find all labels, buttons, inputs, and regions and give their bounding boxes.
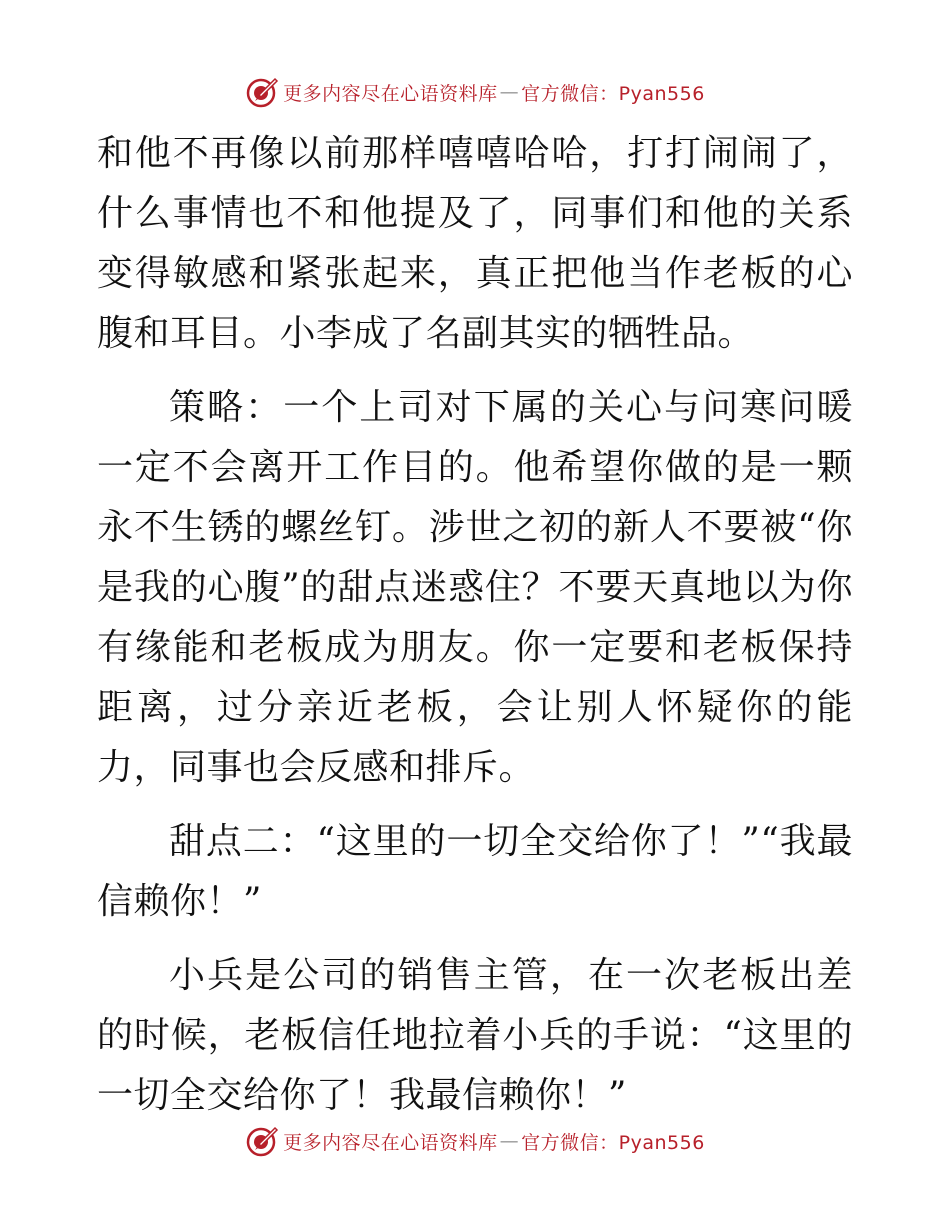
document-body [97,124,853,1140]
banner-dash: — [499,81,520,103]
banner-dash: — [499,1130,520,1152]
paragraph: 小兵是公司的销售主管，在一次老板出差的时候，老板信任地拉着小兵的手说：“这里的一切全交给你了！我最信赖你！” [97,955,853,1116]
pen-logo-icon [245,1124,279,1158]
footer-banner [0,1121,950,1161]
paragraph: 和他不再像以前那样嘻嘻哈哈，打打闹闹了，什么事情也不和他提及了，同事们和他的关系变得敏感和紧张起来，真正把他当作老板的心腹和耳目。小李成了名副其实的牺牲品。 [97,133,853,354]
paragraph: 策略：一个上司对下属的关心与问寒问暖一定不会离开工作目的。他希望你做的是一颗永不生锈的螺丝钉。涉世之初的新人不要被“你是我的心腹”的甜点迷惑住？不要天真地以为你有缘能和老板成为朋友。你一定要和老板保持距离，过分亲近老板，会让别人怀疑你的能力，同事也会反感和排斥。 [97,387,853,788]
paragraph: 甜点二：“这里的一切全交给你了！”“我最信赖你！” [97,821,853,922]
banner-main-text: 更多内容尽在心语资料库 [283,82,498,105]
banner-wechat-text: 官方微信：Pyan556 [521,82,705,105]
banner-main-text: 更多内容尽在心语资料库 [283,1131,498,1154]
pen-logo-icon [245,75,279,109]
banner-wechat-text: 官方微信：Pyan556 [521,1131,705,1154]
header-banner [0,72,950,112]
